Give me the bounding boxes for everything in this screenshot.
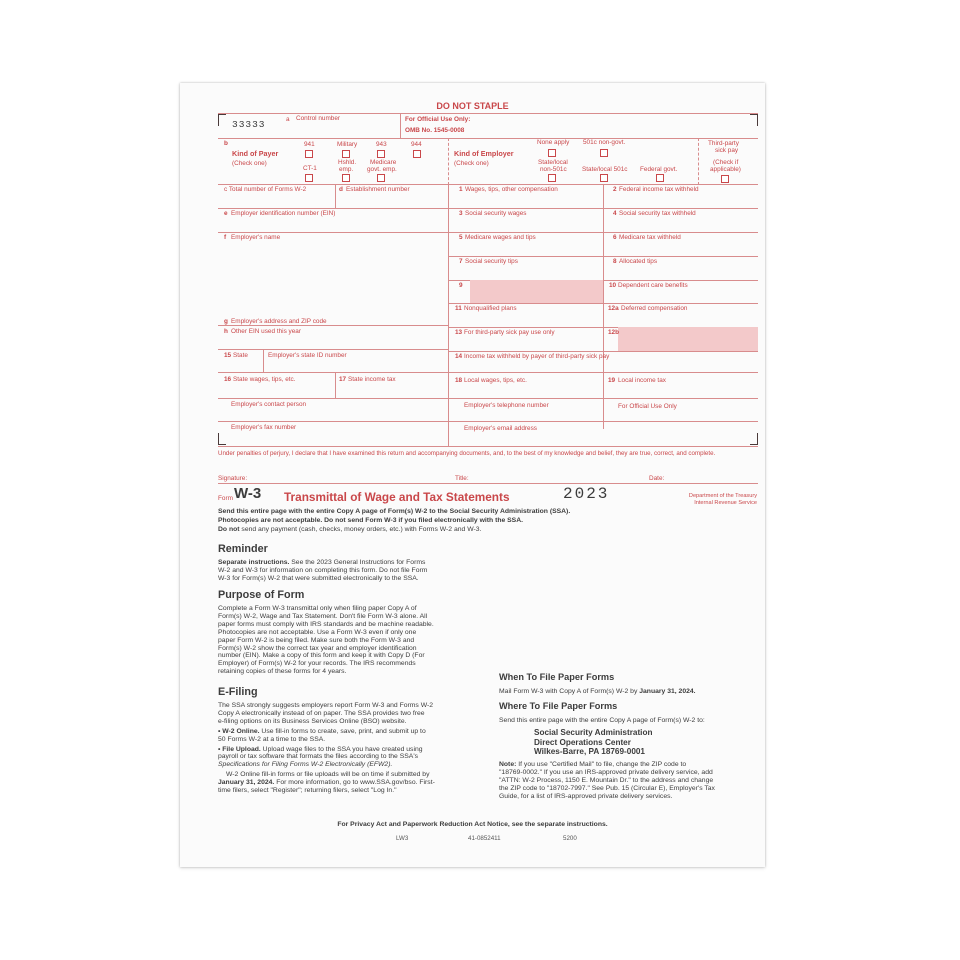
payer-hshld-checkbox[interactable] xyxy=(342,174,350,182)
efiling-note-line-2 xyxy=(218,779,513,787)
contact-person-label: Employer's contact person xyxy=(231,401,307,408)
box-1-label: Wages, tips, other compensation xyxy=(465,186,558,193)
do-not-staple: DO NOT STAPLE xyxy=(436,101,509,111)
reminder-heading: Reminder xyxy=(218,543,268,555)
box-c-label: c Total number of Forms W-2 xyxy=(224,186,307,193)
department-block xyxy=(640,493,757,507)
purpose-line: retaining copies of these forms for 4 years. xyxy=(218,668,347,676)
reminder-line: W-2 and W-3 for information on completing this form. Do not file Form xyxy=(218,566,428,574)
send-line-3-bold: Do not xyxy=(218,526,240,533)
payer-ct1-label: CT-1 xyxy=(303,165,317,172)
note-rest: For more information, go to www.SSA.gov/bso. First- xyxy=(274,779,435,787)
payer-medicare-label: Medicare xyxy=(370,159,397,166)
when-date: January 31, 2024. xyxy=(639,688,696,695)
employer-state-checkbox[interactable] xyxy=(548,174,556,182)
box-15-state-id-label: Employer's state ID number xyxy=(268,352,347,359)
box-9-shade xyxy=(470,280,603,303)
footer-code-1: LW3 xyxy=(396,835,409,842)
form-name: W-3 xyxy=(234,485,262,502)
email-label: Employer's email address xyxy=(464,425,537,432)
send-line-3-rest: send any payment (cash, checks, money orders, etc.) with Forms W-2 and W-3. xyxy=(239,526,482,533)
where-note xyxy=(499,761,761,801)
efiling-line: The SSA strongly suggests employers report Form W-3 and Forms W-2 xyxy=(218,702,434,709)
box-a-label: Control number xyxy=(296,115,341,122)
box-13-number: 13 xyxy=(455,329,463,336)
send-line-1: Send this entire page with the entire Copy A page of Form(s) W-2 to the Social Security Administration (SSA). xyxy=(218,508,571,515)
note-bold-date: January 31, 2024. xyxy=(218,779,275,787)
box-16-number: 16 xyxy=(224,376,232,383)
box-10-number: 10 xyxy=(609,282,617,289)
note-label: Note: xyxy=(499,761,517,768)
box-8-label: Allocated tips xyxy=(619,258,658,265)
title-label: Title: xyxy=(455,475,469,482)
box-19-label: Local income tax xyxy=(618,377,666,384)
box-16-label: State wages, tips, etc. xyxy=(233,376,296,383)
corner-mark-icon xyxy=(218,114,226,126)
where-note-line: the ZIP code to "18702-7997." See Pub. 15 (Circular E), Employer's Tax xyxy=(499,784,715,792)
payer-medicare-checkbox[interactable] xyxy=(377,174,385,182)
employer-check-one: (Check one) xyxy=(454,160,489,167)
third-party-label-4: applicable) xyxy=(710,166,741,173)
bullet-1-bold: • W-2 Online. xyxy=(218,727,260,735)
privacy-notice: For Privacy Act and Paperwork Reduction Act Notice, see the separate instructions. xyxy=(337,821,608,828)
w3-form-sheet xyxy=(180,83,765,867)
send-line-2: Photocopies are not acceptable. Do not send Form W-3 if you filed electronically with the SSA. xyxy=(218,517,524,524)
form-title: Transmittal of Wage and Tax Statements xyxy=(284,490,510,504)
omb-number: OMB No. 1545-0008 xyxy=(405,127,465,134)
box-9-number: 9 xyxy=(459,282,463,289)
purpose-line: Complete a Form W-3 transmittal only when filing paper Copy A of xyxy=(218,605,417,612)
address-line-1: Social Security Administration xyxy=(534,728,653,737)
official-use-label: For Official Use Only: xyxy=(405,116,471,123)
reminder-text xyxy=(218,559,508,583)
efiling-text xyxy=(218,702,513,795)
note-line-1: If you use "Certified Mail" to file, change the ZIP code to xyxy=(516,761,687,768)
box-6-label: Medicare tax withheld xyxy=(619,234,681,241)
where-note-line xyxy=(499,761,761,769)
box-14-number: 14 xyxy=(455,353,463,360)
box-11-label: Nonqualified plans xyxy=(464,305,517,312)
kind-of-payer-title: Kind of Payer xyxy=(232,149,279,158)
box-18-label: Local wages, tips, etc. xyxy=(464,377,527,384)
efiling-bullet-1 xyxy=(218,728,513,736)
box-g-letter: g xyxy=(224,318,228,325)
where-note-line: "ATTN: W-2 Process, 1150 E. Mountain Dr." to the address and change xyxy=(499,776,714,784)
footer-code-3: 5200 xyxy=(563,835,577,842)
bullet-2-rest: Upload wage files to the SSA you have created using xyxy=(260,745,423,753)
box-5-label: Medicare wages and tips xyxy=(465,234,536,241)
purpose-line: Photocopies are not acceptable. Use a Form W-3 even if only one xyxy=(218,628,417,636)
reminder-bold: Separate instructions. xyxy=(218,559,290,566)
box-11-number: 11 xyxy=(455,305,462,312)
footer-code-2: 41-0852411 xyxy=(468,835,501,842)
box-h-letter: h xyxy=(224,328,228,335)
box-h-label: Other EIN used this year xyxy=(231,328,301,335)
efiling-bullet-2 xyxy=(218,746,513,754)
purpose-line: number (EIN). Make a copy of this form and keep it with Copy D (For xyxy=(218,652,425,660)
box-b-letter: b xyxy=(224,140,228,147)
bullet-2-bold: • File Upload. xyxy=(218,745,261,753)
box-4-label: Social security tax withheld xyxy=(619,210,696,217)
employer-501c-label: 501c non-govt. xyxy=(583,139,626,146)
ssa-address xyxy=(534,728,652,757)
box-17-label: State income tax xyxy=(348,376,396,383)
employer-federal-checkbox[interactable] xyxy=(656,174,664,182)
box-15-label: State xyxy=(233,352,248,359)
box-12a-number: 12a xyxy=(608,305,619,312)
box-18-number: 18 xyxy=(455,377,463,384)
employer-federal-label: Federal govt. xyxy=(640,166,678,173)
efiling-heading: E-Filing xyxy=(218,686,258,698)
box-4-number: 4 xyxy=(613,210,617,217)
when-to-file-text xyxy=(499,688,696,696)
box-6-number: 6 xyxy=(613,234,617,241)
purpose-line: paper forms must comply with IRS standards and be machine readable. xyxy=(218,620,434,628)
box-15-number: 15 xyxy=(224,352,232,359)
box-17-number: 17 xyxy=(339,376,347,383)
payer-military-checkbox[interactable] xyxy=(342,150,350,158)
payer-941-label: 941 xyxy=(304,141,315,148)
purpose-line: paper Form W-2 is being filed. Make sure both the Form W-3 and xyxy=(218,636,415,644)
purpose-line: Form(s) W-2, Wage and Tax Statement. Don't file Form W-3 alone. All xyxy=(218,612,428,620)
send-line-3 xyxy=(218,526,481,534)
third-party-checkbox[interactable] xyxy=(721,175,729,183)
where-note-line: "18769-0002." If you use an IRS-approved private delivery service, add xyxy=(499,768,713,776)
perjury-statement: Under penalties of perjury, I declare that I have examined this return and accompanying documents, and, to the best of my knowledge and belief, they are true, correct, and complete. xyxy=(218,450,716,457)
date-label: Date: xyxy=(649,475,665,482)
box-a-letter: a xyxy=(286,116,290,123)
payer-hshld-label: Hshld. xyxy=(338,159,357,166)
box-1-number: 1 xyxy=(459,186,463,193)
box-3-label: Social security wages xyxy=(465,210,527,217)
employer-state501-label: State/local 501c xyxy=(582,166,628,173)
box-12b-number: 12b xyxy=(608,329,620,336)
box-2-number: 2 xyxy=(613,186,617,193)
payer-check-one: (Check one) xyxy=(232,160,267,167)
box-7-number: 7 xyxy=(459,258,463,265)
box-12b-shade xyxy=(618,327,758,351)
tax-year: 2023 xyxy=(563,485,610,503)
payer-941-checkbox[interactable] xyxy=(305,150,313,158)
employer-none-apply-label: None apply xyxy=(537,139,570,146)
box-14-label: Income tax withheld by payer of third-party sick pay xyxy=(464,353,610,360)
efiling-line: Copy A electronically instead of on paper. The SSA provides two free xyxy=(218,709,425,717)
employer-none-apply-checkbox[interactable] xyxy=(548,149,556,157)
third-party-label-3: (Check if xyxy=(713,159,739,166)
employer-state-label: State/local xyxy=(538,159,568,166)
reminder-line xyxy=(218,559,508,567)
when-to-file-heading: When To File Paper Forms xyxy=(499,672,615,682)
employer-state501-checkbox[interactable] xyxy=(600,174,608,182)
form-word: Form xyxy=(218,495,233,502)
payer-ct1-checkbox[interactable] xyxy=(305,174,313,182)
purpose-text xyxy=(218,605,508,676)
department-line-2: Internal Revenue Service xyxy=(694,500,757,506)
payer-medicare-label-2: govt. emp. xyxy=(367,166,397,173)
box-d-letter: d xyxy=(339,186,343,193)
payer-hshld-label-2: emp. xyxy=(339,166,354,173)
kind-of-employer-title: Kind of Employer xyxy=(454,149,514,158)
address-line-3: Wilkes-Barre, PA 18769-0001 xyxy=(534,747,645,757)
reminder-rest: See the 2023 General Instructions for Forms xyxy=(289,559,426,566)
reminder-line: W-3 for Form(s) W-2 that were submitted electronically to the SSA. xyxy=(218,574,419,582)
box-f-label: Employer's name xyxy=(231,234,281,241)
payer-943-checkbox[interactable] xyxy=(377,150,385,158)
corner-mark-icon xyxy=(750,433,758,445)
telephone-label: Employer's telephone number xyxy=(464,402,549,409)
where-to-file-heading: Where To File Paper Forms xyxy=(499,701,618,711)
box-e-letter: e xyxy=(224,210,228,217)
efiling-bullet-2-line-2: payroll or tax software that formats the files according to the SSA's xyxy=(218,753,419,761)
box-f-letter: f xyxy=(224,234,227,241)
purpose-heading: Purpose of Form xyxy=(218,589,305,601)
payer-military-label: Military xyxy=(337,141,358,148)
box-7-label: Social security tips xyxy=(465,258,518,265)
box-g-label: Employer's address and ZIP code xyxy=(231,318,327,325)
box-8-number: 8 xyxy=(613,258,617,265)
form-code: 33333 xyxy=(232,119,266,130)
box-2-label: Federal income tax withheld xyxy=(619,186,699,193)
where-note-line: Guide, for a list of IRS-approved private delivery services. xyxy=(499,792,673,800)
box-10-label: Dependent care benefits xyxy=(618,282,688,289)
efiling-note-line-3: time filers, select "Register"; returning filers, select "Log In." xyxy=(218,787,397,795)
employer-state-label-2: non-501c xyxy=(540,166,567,173)
signature-label: Signature: xyxy=(218,475,248,482)
purpose-line: Form(s) W-2 show the correct tax year and employer identification xyxy=(218,644,417,652)
efiling-note-line-1: W-2 Online fill-in forms or file uploads will be on time if submitted by xyxy=(226,771,430,779)
efiling-bullet-2-line-3: Specifications for Filing Forms W-2 Electronically (EFW2). xyxy=(218,761,393,769)
efiling-line: e-filing options on its Business Services Online (BSO) website. xyxy=(218,717,407,725)
third-party-label-2: sick pay xyxy=(715,147,739,154)
department-line-1: Department of the Treasury xyxy=(688,493,757,499)
box-d-label: Establishment number xyxy=(346,186,410,193)
box-12a-label: Deferred compensation xyxy=(621,305,688,312)
when-text: Mail Form W-3 with Copy A of Form(s) W-2 by xyxy=(499,688,640,695)
address-line-2: Direct Operations Center xyxy=(534,737,631,747)
box-5-number: 5 xyxy=(459,234,463,241)
payer-944-label: 944 xyxy=(411,141,422,148)
efiling-bullet-1-line-2: 50 Forms W-2 at a time to the SSA. xyxy=(218,735,326,743)
bullet-1-rest: Use fill-in forms to create, save, print, and submit up to xyxy=(259,727,426,735)
purpose-line: Employer) of Form(s) W-2 for your records. The IRS recommends xyxy=(218,660,416,668)
where-text: Send this entire page with the entire Copy A page of Form(s) W-2 to: xyxy=(499,717,705,724)
payer-944-checkbox[interactable] xyxy=(413,150,421,158)
box-3-number: 3 xyxy=(459,210,463,217)
box-13-label: For third-party sick pay use only xyxy=(464,329,555,336)
box-e-label: Employer identification number (EIN) xyxy=(231,210,336,217)
corner-mark-icon xyxy=(750,114,758,126)
box-19-number: 19 xyxy=(608,377,616,384)
fax-number-label: Employer's fax number xyxy=(231,424,297,431)
corner-mark-icon xyxy=(218,433,226,445)
employer-501c-checkbox[interactable] xyxy=(600,149,608,157)
third-party-label: Third-party xyxy=(708,140,739,147)
payer-943-label: 943 xyxy=(376,141,387,148)
official-use-label-2: For Official Use Only xyxy=(618,403,677,410)
